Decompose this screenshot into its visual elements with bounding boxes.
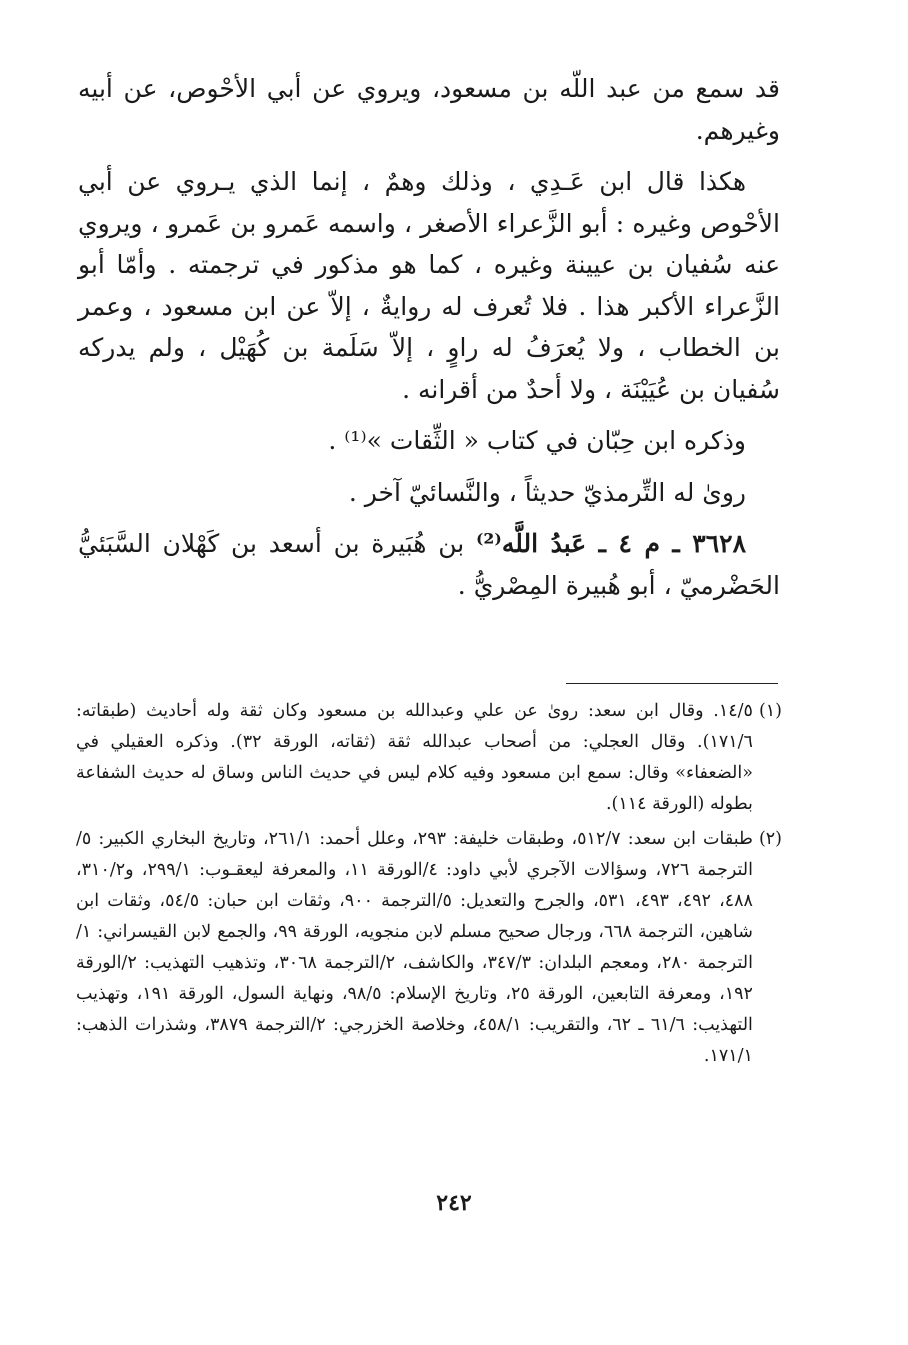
footnote-1 xyxy=(76,696,782,820)
paragraph-commentary: هكذا قال ابن عَـدِي ، وذلك وهمٌ ، إنما الذي يـروي عن أبي الأحْوص وغيره : أبو الزَّعراء الأصغر ، واسمه عَمرو بن عَمرو ، ويروي عنه سُفيان بن عيينة وغيره ، كما هو مذكور في ترجمته . وأمّا أبو الزَّعراء الأكبر هذا . فلا تُعرف له روايةٌ ، إلاّ عن ابن مسعود ، وعمر بن الخطاب ، ولا يُعرَفُ له راوٍ ، إلاّ سَلَمة بن كُهَيْل ، ولم يدركه سُفيان بن عُيَيْنَة ، ولا أحدٌ من أقرانه . xyxy=(78,167,780,404)
paragraph-ibn-hibban: وذكره ابن حِبّان في كتاب « الثِّقات »⁽¹⁾ . xyxy=(328,426,746,455)
entry-heading: ٣٦٢٨ ـ م ٤ ـ عَبدُ اللَّه⁽²⁾ xyxy=(475,529,746,558)
footnote-divider xyxy=(566,683,778,684)
page-number: ٢٤٢ xyxy=(436,1190,472,1216)
paragraph-narration: روىٰ له التِّرمذيّ حديثاً ، والنَّسائيّ آخر . xyxy=(348,477,746,507)
biography-entry xyxy=(78,523,780,606)
footnote-2 xyxy=(76,824,782,1072)
main-text-block xyxy=(78,68,780,606)
footnote-number: (٢) xyxy=(758,829,782,849)
footnote-text: طبقات ابن سعد: ٥١٢/٧، وطبقات خليفة: ٢٩٣، وعلل أحمد: ٢٦١/١، وتاريخ البخاري الكبير: ٥/الترجمة ٧٢٦، وسؤالات الآجري لأبي داود: ٤/الورقة ١١، والمعرفة ليعقـوب: ٢٩٩/١، و٣١٠/٢، ٤٨٨، ٤٩٢، ٤٩٣، ٥٣١، والجرح والتعديل: ٥/الترجمة ٩٠٠، وثقات ابن حبان: ٥٤/٥، وثقات ابن شاهين، الترجمة ٦٦٨، ورجال صحيح مسلم لابن منجويه، الورقة ٩٩، والجمع لابن القيسراني: ١/الترجمة ٢٨٠، ومعجم البلدان: ٣٤٧/٣، والكاشف، ٢/الترجمة ٣٠٦٨، وتذهيب التهذيب: ٢/الورقة ١٩٢، ومعرفة التابعين، الورقة ٢٥، وتاريخ الإسلام: ٩٨/٥، ونهاية السول، الورقة ١٩١، وتهذيب التهذيب: ٦١/٦ ـ ٦٢، والتقريب: ٤٥٨/١، وخلاصة الخزرجي: ٢/الترجمة ٣٨٧٩، وشذرات الذهب: ١٧١/١. xyxy=(76,829,753,1066)
footnote-text: ١٤/٥. وقال ابن سعد: روىٰ عن علي وعبدالله بن مسعود وكان ثقة وله أحاديث (طبقاته: ١٧١/٦). وقال العجلي: من أصحاب عبدالله ثقة (ثقاته، الورقة ٣٢). وذكره العقيلي في «الضعفاء» وقال: سمع ابن مسعود وفيه كلام ليس في حديث الناس وساق له حديث الشفاعة بطوله (الورقة ١١٤). xyxy=(76,701,753,814)
entry-name: بن هُبَيرة بن أسعد بن كَهْلان السَّبَئيُّ الحَضْرميّ ، أبو هُبيرة المِصْريُّ . xyxy=(78,529,780,600)
footnotes-block xyxy=(76,696,782,1072)
paragraph-continuation: قد سمع من عبد اللّه بن مسعود، ويروي عن أبي الأحْوص، عن أبيه وغيرهم. xyxy=(78,74,780,145)
footnote-number: (١) xyxy=(758,701,782,721)
